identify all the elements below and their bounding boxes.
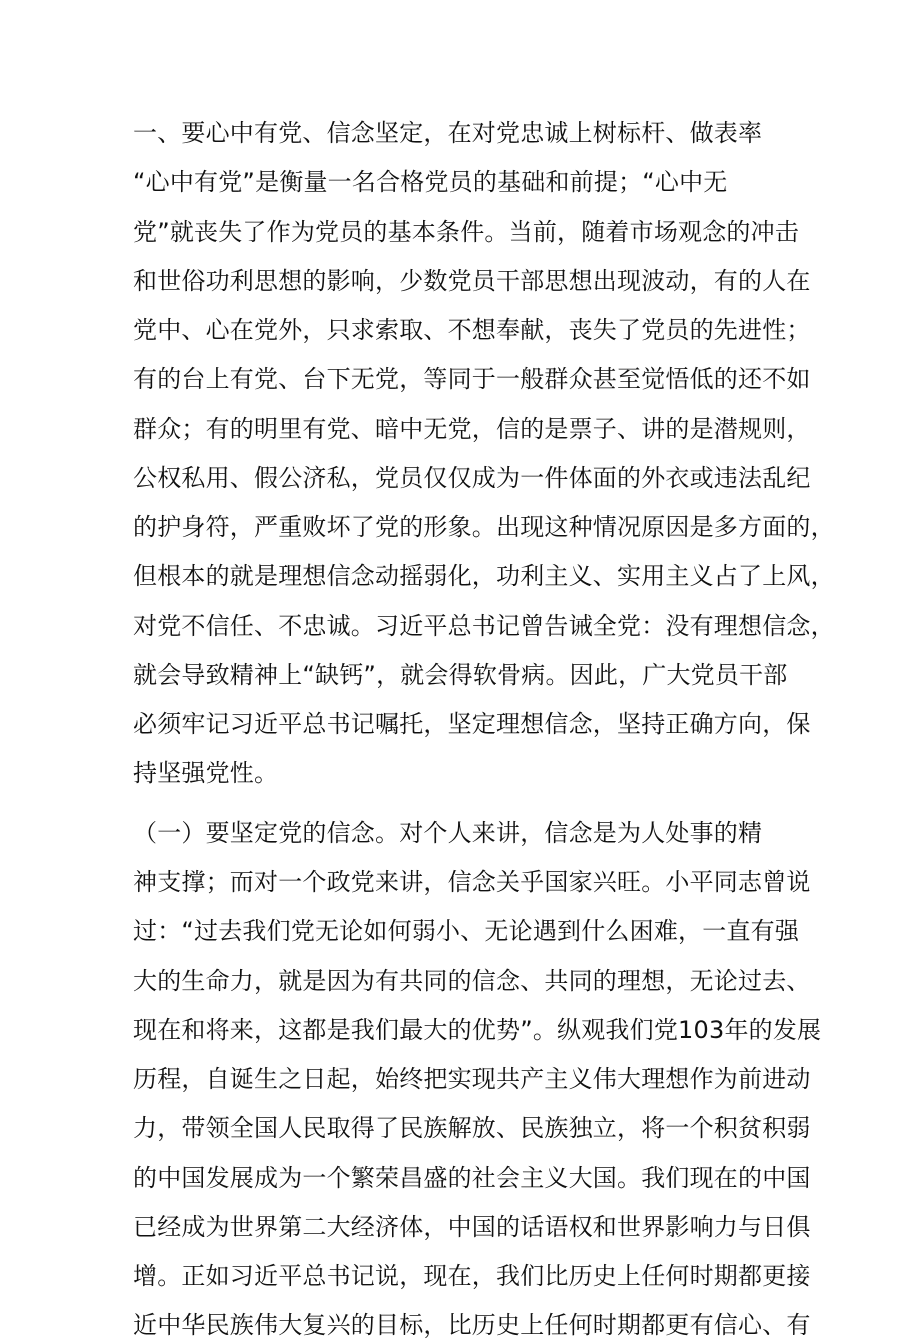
text-line-15: （一）要坚定党的信念。对个人来讲，信念是为人处事的精 xyxy=(133,819,763,847)
text-line-4: 和世俗功利思想的影响，少数党员干部思想出现波动，有的人在 xyxy=(133,267,811,295)
text-line-17: 过：“过去我们党无论如何弱小、无论遇到什么困难，一直有强 xyxy=(133,917,800,945)
text-line-20: 历程，自诞生之日起，始终把实现共产主义伟大理想作为前进动 xyxy=(133,1065,811,1093)
text-line-8: 公权私用、假公济私，党员仅仅成为一件体面的外衣或违法乱纪 xyxy=(133,464,811,492)
text-line-10: 但根本的就是理想信念动摇弱化，功利主义、实用主义占了上风， xyxy=(133,562,835,590)
text-line-3: 党”就丧失了作为党员的基本条件。当前，随着市场观念的冲击 xyxy=(133,218,800,246)
text-line-25: 近中华民族伟大复兴的目标，比历史上任何时期都更有信心、有 xyxy=(133,1311,811,1339)
text-line-22: 的中国发展成为一个繁荣昌盛的社会主义大国。我们现在的中国 xyxy=(133,1164,811,1192)
text-line-9: 的护身符，严重败坏了党的形象。出现这种情况原因是多方面的， xyxy=(133,513,835,541)
text-line-1: 一、要心中有党、信念坚定，在对党忠诚上树标杆、做表率 xyxy=(133,119,763,147)
text-line-13: 必须牢记习近平总书记嘱托，坚定理想信念，坚持正确方向，保 xyxy=(133,710,811,738)
text-line-11: 对党不信任、不忠诚。习近平总书记曾告诫全党：没有理想信念， xyxy=(133,612,835,640)
text-line-18: 大的生命力，就是因为有共同的信念、共同的理想，无论过去、 xyxy=(133,967,811,995)
text-line-14: 持坚强党性。 xyxy=(133,759,279,787)
text-line-19: 现在和将来，这都是我们最大的优势”。纵观我们党103年的发展 xyxy=(133,1016,822,1044)
text-line-7: 群众；有的明里有党、暗中无党，信的是票子、讲的是潜规则， xyxy=(133,415,811,443)
text-line-24: 增。正如习近平总书记说，现在，我们比历史上任何时期都更接 xyxy=(133,1262,811,1290)
text-line-21: 力，带领全国人民取得了民族解放、民族独立，将一个积贫积弱 xyxy=(133,1114,811,1142)
text-line-23: 已经成为世界第二大经济体，中国的话语权和世界影响力与日俱 xyxy=(133,1213,811,1241)
text-line-6: 有的台上有党、台下无党，等同于一般群众甚至觉悟低的还不如 xyxy=(133,365,811,393)
text-line-2: “心中有党”是衡量一名合格党员的基础和前提；“心中无 xyxy=(133,168,728,196)
text-line-12: 就会导致精神上“缺钙”，就会得软骨病。因此，广大党员干部 xyxy=(133,661,788,689)
text-line-5: 党中、心在党外，只求索取、不想奉献，丧失了党员的先进性； xyxy=(133,316,811,344)
text-line-16: 神支撑；而对一个政党来讲，信念关乎国家兴旺。小平同志曾说 xyxy=(133,868,811,896)
